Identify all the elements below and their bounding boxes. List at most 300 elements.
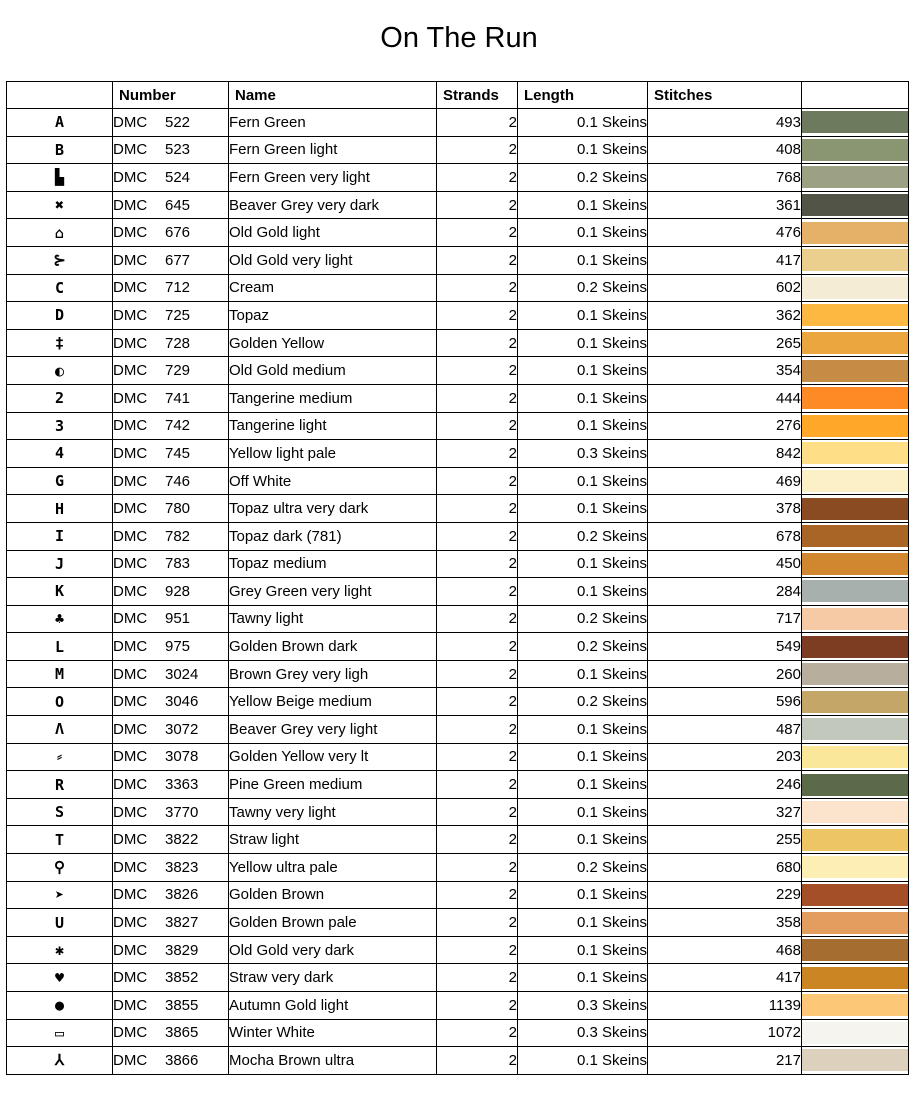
number-cell: [113, 384, 229, 412]
number-cell: [113, 191, 229, 219]
name-cell: Tangerine light: [229, 412, 437, 440]
strands-cell: 2: [437, 440, 518, 468]
strands-cell: 2: [437, 743, 518, 771]
name-cell: Old Gold medium: [229, 357, 437, 385]
symbol-cell: ✱: [7, 936, 113, 964]
swatch-cell: [802, 246, 909, 274]
swatch-cell: [802, 219, 909, 247]
brand-label: DMC: [113, 831, 148, 849]
length-cell: 0.1 Skeins: [518, 412, 648, 440]
brand-label: DMC: [113, 610, 148, 628]
name-cell: Mocha Brown ultra: [229, 1047, 437, 1075]
stitches-cell: 842: [648, 440, 802, 468]
swatch-cell: [802, 164, 909, 192]
swatch-cell: [802, 550, 909, 578]
symbol-cell: ‡: [7, 329, 113, 357]
table-row: [7, 164, 909, 192]
brand-label: DMC: [113, 196, 148, 214]
length-cell: 0.1 Skeins: [518, 219, 648, 247]
length-cell: 0.1 Skeins: [518, 909, 648, 937]
number-cell: [113, 743, 229, 771]
name-cell: Golden Yellow: [229, 329, 437, 357]
length-cell: 0.1 Skeins: [518, 136, 648, 164]
length-cell: 0.2 Skeins: [518, 164, 648, 192]
brand-label: DMC: [113, 914, 148, 932]
number-cell: [113, 909, 229, 937]
table-row: [7, 660, 909, 688]
table-row: [7, 136, 909, 164]
swatch-cell: [802, 716, 909, 744]
color-swatch: [802, 663, 908, 685]
floss-code: 780: [165, 500, 191, 518]
length-cell: 0.1 Skeins: [518, 771, 648, 799]
number-cell: [113, 467, 229, 495]
length-cell: 0.3 Skeins: [518, 440, 648, 468]
number-cell: [113, 936, 229, 964]
floss-code: 645: [165, 196, 191, 214]
table-row: [7, 384, 909, 412]
strands-cell: 2: [437, 688, 518, 716]
color-swatch: [802, 111, 908, 133]
color-swatch: [802, 387, 908, 409]
symbol-cell: G: [7, 467, 113, 495]
symbol-cell: U: [7, 909, 113, 937]
color-swatch: [802, 304, 908, 326]
strands-cell: 2: [437, 798, 518, 826]
symbol-cell: K: [7, 578, 113, 606]
color-swatch: [802, 1049, 908, 1071]
strands-cell: 2: [437, 191, 518, 219]
stitches-cell: 408: [648, 136, 802, 164]
length-cell: 0.1 Skeins: [518, 660, 648, 688]
floss-code: 3829: [165, 941, 199, 959]
color-swatch: [802, 442, 908, 464]
brand-label: DMC: [113, 527, 148, 545]
strands-cell: 2: [437, 302, 518, 330]
table-row: [7, 357, 909, 385]
table-row: [7, 109, 909, 137]
strands-cell: 2: [437, 467, 518, 495]
symbol-cell: ♥: [7, 964, 113, 992]
table-row: [7, 495, 909, 523]
table-row: [7, 440, 909, 468]
color-swatch: [802, 222, 908, 244]
strands-cell: 2: [437, 716, 518, 744]
length-cell: 0.1 Skeins: [518, 550, 648, 578]
strands-cell: 2: [437, 633, 518, 661]
symbol-cell: I: [7, 522, 113, 550]
length-cell: 0.1 Skeins: [518, 329, 648, 357]
symbol-cell: ▭: [7, 1019, 113, 1047]
brand-label: DMC: [113, 500, 148, 518]
number-cell: [113, 881, 229, 909]
floss-code: 928: [165, 582, 191, 600]
strands-cell: 2: [437, 771, 518, 799]
name-cell: Straw light: [229, 826, 437, 854]
symbol-cell: ⸗: [7, 743, 113, 771]
symbol-cell: ➤: [7, 881, 113, 909]
floss-code: 522: [165, 113, 191, 131]
length-cell: 0.2 Skeins: [518, 633, 648, 661]
page-title: On The Run: [380, 22, 538, 54]
stitches-cell: 217: [648, 1047, 802, 1075]
symbol-cell: H: [7, 495, 113, 523]
color-swatch: [802, 912, 908, 934]
stitches-cell: 284: [648, 578, 802, 606]
floss-code: 3855: [165, 996, 199, 1014]
number-cell: [113, 219, 229, 247]
stitches-cell: 229: [648, 881, 802, 909]
table-row: [7, 992, 909, 1020]
name-cell: Topaz dark (781): [229, 522, 437, 550]
number-cell: [113, 522, 229, 550]
swatch-cell: [802, 1047, 909, 1075]
symbol-cell: ◐: [7, 357, 113, 385]
header-name: Name: [229, 82, 437, 109]
stitches-cell: 362: [648, 302, 802, 330]
color-swatch: [802, 249, 908, 271]
brand-label: DMC: [113, 306, 148, 324]
stitches-cell: 361: [648, 191, 802, 219]
stitches-cell: 678: [648, 522, 802, 550]
stitches-cell: 354: [648, 357, 802, 385]
brand-label: DMC: [113, 224, 148, 242]
brand-label: DMC: [113, 334, 148, 352]
header-length: Length: [518, 82, 648, 109]
table-row: [7, 743, 909, 771]
number-cell: [113, 771, 229, 799]
swatch-cell: [802, 274, 909, 302]
floss-code: 3046: [165, 693, 199, 711]
swatch-cell: [802, 771, 909, 799]
floss-code: 677: [165, 251, 191, 269]
header-number: Number: [113, 82, 229, 109]
color-swatch: [802, 746, 908, 768]
floss-code: 951: [165, 610, 191, 628]
table-row: [7, 522, 909, 550]
stitches-cell: 1139: [648, 992, 802, 1020]
length-cell: 0.1 Skeins: [518, 191, 648, 219]
name-cell: Tangerine medium: [229, 384, 437, 412]
table-row: [7, 1019, 909, 1047]
length-cell: 0.1 Skeins: [518, 743, 648, 771]
strands-cell: 2: [437, 1019, 518, 1047]
stitches-cell: 469: [648, 467, 802, 495]
brand-label: DMC: [113, 417, 148, 435]
number-cell: [113, 412, 229, 440]
floss-code: 725: [165, 306, 191, 324]
table-row: [7, 578, 909, 606]
stitches-cell: 450: [648, 550, 802, 578]
swatch-cell: [802, 467, 909, 495]
table-row: [7, 550, 909, 578]
strands-cell: 2: [437, 854, 518, 882]
symbol-cell: C: [7, 274, 113, 302]
swatch-cell: [802, 578, 909, 606]
strands-cell: 2: [437, 578, 518, 606]
table-body: [7, 109, 909, 1075]
color-swatch: [802, 939, 908, 961]
stitches-cell: 378: [648, 495, 802, 523]
number-cell: [113, 716, 229, 744]
brand-label: DMC: [113, 113, 148, 131]
floss-code: 3823: [165, 858, 199, 876]
name-cell: Beaver Grey very light: [229, 716, 437, 744]
length-cell: 0.1 Skeins: [518, 798, 648, 826]
number-cell: [113, 329, 229, 357]
number-cell: [113, 440, 229, 468]
brand-label: DMC: [113, 858, 148, 876]
swatch-cell: [802, 1019, 909, 1047]
stitches-cell: 417: [648, 964, 802, 992]
brand-label: DMC: [113, 776, 148, 794]
brand-label: DMC: [113, 168, 148, 186]
swatch-cell: [802, 826, 909, 854]
color-swatch: [802, 525, 908, 547]
symbol-cell: ♣: [7, 605, 113, 633]
name-cell: Pine Green medium: [229, 771, 437, 799]
strands-cell: 2: [437, 109, 518, 137]
length-cell: 0.2 Skeins: [518, 522, 648, 550]
number-cell: [113, 109, 229, 137]
number-cell: [113, 992, 229, 1020]
number-cell: [113, 688, 229, 716]
number-cell: [113, 854, 229, 882]
stitches-cell: 493: [648, 109, 802, 137]
brand-label: DMC: [113, 279, 148, 297]
number-cell: [113, 274, 229, 302]
symbol-cell: ⊱: [7, 246, 113, 274]
floss-code: 676: [165, 224, 191, 242]
name-cell: Golden Yellow very lt: [229, 743, 437, 771]
strands-cell: 2: [437, 329, 518, 357]
table-row: [7, 936, 909, 964]
number-cell: [113, 605, 229, 633]
table-header-row: [7, 82, 909, 109]
color-swatch: [802, 967, 908, 989]
strands-cell: 2: [437, 964, 518, 992]
length-cell: 0.1 Skeins: [518, 109, 648, 137]
color-swatch: [802, 801, 908, 823]
name-cell: Fern Green very light: [229, 164, 437, 192]
length-cell: 0.3 Skeins: [518, 992, 648, 1020]
floss-code: 3866: [165, 1051, 199, 1069]
color-swatch: [802, 691, 908, 713]
symbol-cell: O: [7, 688, 113, 716]
name-cell: Yellow light pale: [229, 440, 437, 468]
swatch-cell: [802, 992, 909, 1020]
brand-label: DMC: [113, 693, 148, 711]
floss-code: 3078: [165, 748, 199, 766]
length-cell: 0.1 Skeins: [518, 246, 648, 274]
strands-cell: 2: [437, 826, 518, 854]
swatch-cell: [802, 329, 909, 357]
brand-label: DMC: [113, 996, 148, 1014]
floss-code: 524: [165, 168, 191, 186]
color-swatch: [802, 470, 908, 492]
name-cell: Grey Green very light: [229, 578, 437, 606]
name-cell: Fern Green: [229, 109, 437, 137]
length-cell: 0.1 Skeins: [518, 826, 648, 854]
name-cell: Fern Green light: [229, 136, 437, 164]
number-cell: [113, 302, 229, 330]
strands-cell: 2: [437, 412, 518, 440]
swatch-cell: [802, 495, 909, 523]
brand-label: DMC: [113, 886, 148, 904]
strands-cell: 2: [437, 660, 518, 688]
number-cell: [113, 136, 229, 164]
symbol-cell: A: [7, 109, 113, 137]
floss-code: 742: [165, 417, 191, 435]
symbol-cell: J: [7, 550, 113, 578]
symbol-cell: R: [7, 771, 113, 799]
symbol-cell: ⚲: [7, 854, 113, 882]
length-cell: 0.3 Skeins: [518, 1019, 648, 1047]
table-row: [7, 274, 909, 302]
strands-cell: 2: [437, 384, 518, 412]
floss-code: 3865: [165, 1024, 199, 1042]
swatch-cell: [802, 109, 909, 137]
symbol-cell: ●: [7, 992, 113, 1020]
strands-cell: 2: [437, 1047, 518, 1075]
strands-cell: 2: [437, 495, 518, 523]
brand-label: DMC: [113, 141, 148, 159]
color-swatch: [802, 774, 908, 796]
symbol-cell: ⌂: [7, 219, 113, 247]
color-swatch: [802, 498, 908, 520]
length-cell: 0.1 Skeins: [518, 716, 648, 744]
symbol-cell: Λ: [7, 716, 113, 744]
stitches-cell: 417: [648, 246, 802, 274]
color-swatch: [802, 884, 908, 906]
floss-code: 3770: [165, 803, 199, 821]
table-row: [7, 633, 909, 661]
number-cell: [113, 495, 229, 523]
symbol-cell: ✖: [7, 191, 113, 219]
floss-code: 975: [165, 638, 191, 656]
table-row: [7, 798, 909, 826]
brand-label: DMC: [113, 748, 148, 766]
stitches-cell: 327: [648, 798, 802, 826]
stitches-cell: 476: [648, 219, 802, 247]
number-cell: [113, 798, 229, 826]
swatch-cell: [802, 909, 909, 937]
color-swatch: [802, 332, 908, 354]
color-swatch: [802, 636, 908, 658]
name-cell: Cream: [229, 274, 437, 302]
length-cell: 0.1 Skeins: [518, 1047, 648, 1075]
name-cell: Golden Brown pale: [229, 909, 437, 937]
swatch-cell: [802, 688, 909, 716]
length-cell: 0.1 Skeins: [518, 936, 648, 964]
symbol-cell: L: [7, 633, 113, 661]
stitches-cell: 487: [648, 716, 802, 744]
swatch-cell: [802, 302, 909, 330]
stitches-cell: 1072: [648, 1019, 802, 1047]
table-row: [7, 412, 909, 440]
length-cell: 0.1 Skeins: [518, 384, 648, 412]
brand-label: DMC: [113, 444, 148, 462]
number-cell: [113, 826, 229, 854]
table-row: [7, 854, 909, 882]
brand-label: DMC: [113, 720, 148, 738]
floss-code: 783: [165, 555, 191, 573]
brand-label: DMC: [113, 389, 148, 407]
symbol-cell: 3: [7, 412, 113, 440]
floss-code: 746: [165, 472, 191, 490]
name-cell: Old Gold light: [229, 219, 437, 247]
floss-code: 3852: [165, 969, 199, 987]
swatch-cell: [802, 660, 909, 688]
floss-code: 741: [165, 389, 191, 407]
strands-cell: 2: [437, 274, 518, 302]
length-cell: 0.1 Skeins: [518, 302, 648, 330]
stitches-cell: 358: [648, 909, 802, 937]
color-swatch: [802, 277, 908, 299]
table-row: [7, 688, 909, 716]
swatch-cell: [802, 854, 909, 882]
length-cell: 0.1 Skeins: [518, 964, 648, 992]
name-cell: Golden Brown dark: [229, 633, 437, 661]
header-stitches: Stitches: [648, 82, 802, 109]
color-swatch: [802, 829, 908, 851]
color-swatch: [802, 360, 908, 382]
stitches-cell: 596: [648, 688, 802, 716]
swatch-cell: [802, 605, 909, 633]
brand-label: DMC: [113, 969, 148, 987]
brand-label: DMC: [113, 362, 148, 380]
name-cell: Tawny light: [229, 605, 437, 633]
stitches-cell: 602: [648, 274, 802, 302]
brand-label: DMC: [113, 803, 148, 821]
number-cell: [113, 633, 229, 661]
name-cell: Yellow Beige medium: [229, 688, 437, 716]
length-cell: 0.1 Skeins: [518, 495, 648, 523]
strands-cell: 2: [437, 550, 518, 578]
symbol-cell: D: [7, 302, 113, 330]
color-swatch: [802, 994, 908, 1016]
symbol-cell: T: [7, 826, 113, 854]
swatch-cell: [802, 743, 909, 771]
name-cell: Topaz: [229, 302, 437, 330]
symbol-cell: B: [7, 136, 113, 164]
symbol-cell: ⅄: [7, 1047, 113, 1075]
swatch-cell: [802, 440, 909, 468]
length-cell: 0.1 Skeins: [518, 467, 648, 495]
number-cell: [113, 357, 229, 385]
table-row: [7, 302, 909, 330]
length-cell: 0.2 Skeins: [518, 854, 648, 882]
header-strands: Strands: [437, 82, 518, 109]
swatch-cell: [802, 384, 909, 412]
length-cell: 0.1 Skeins: [518, 578, 648, 606]
color-swatch: [802, 553, 908, 575]
stitches-cell: 276: [648, 412, 802, 440]
color-swatch: [802, 166, 908, 188]
swatch-cell: [802, 522, 909, 550]
swatch-cell: [802, 357, 909, 385]
brand-label: DMC: [113, 555, 148, 573]
table-row: [7, 1047, 909, 1075]
stitches-cell: 680: [648, 854, 802, 882]
floss-code: 3363: [165, 776, 199, 794]
stitches-cell: 444: [648, 384, 802, 412]
number-cell: [113, 964, 229, 992]
symbol-cell: S: [7, 798, 113, 826]
strands-cell: 2: [437, 992, 518, 1020]
symbol-cell: 2: [7, 384, 113, 412]
brand-label: DMC: [113, 472, 148, 490]
